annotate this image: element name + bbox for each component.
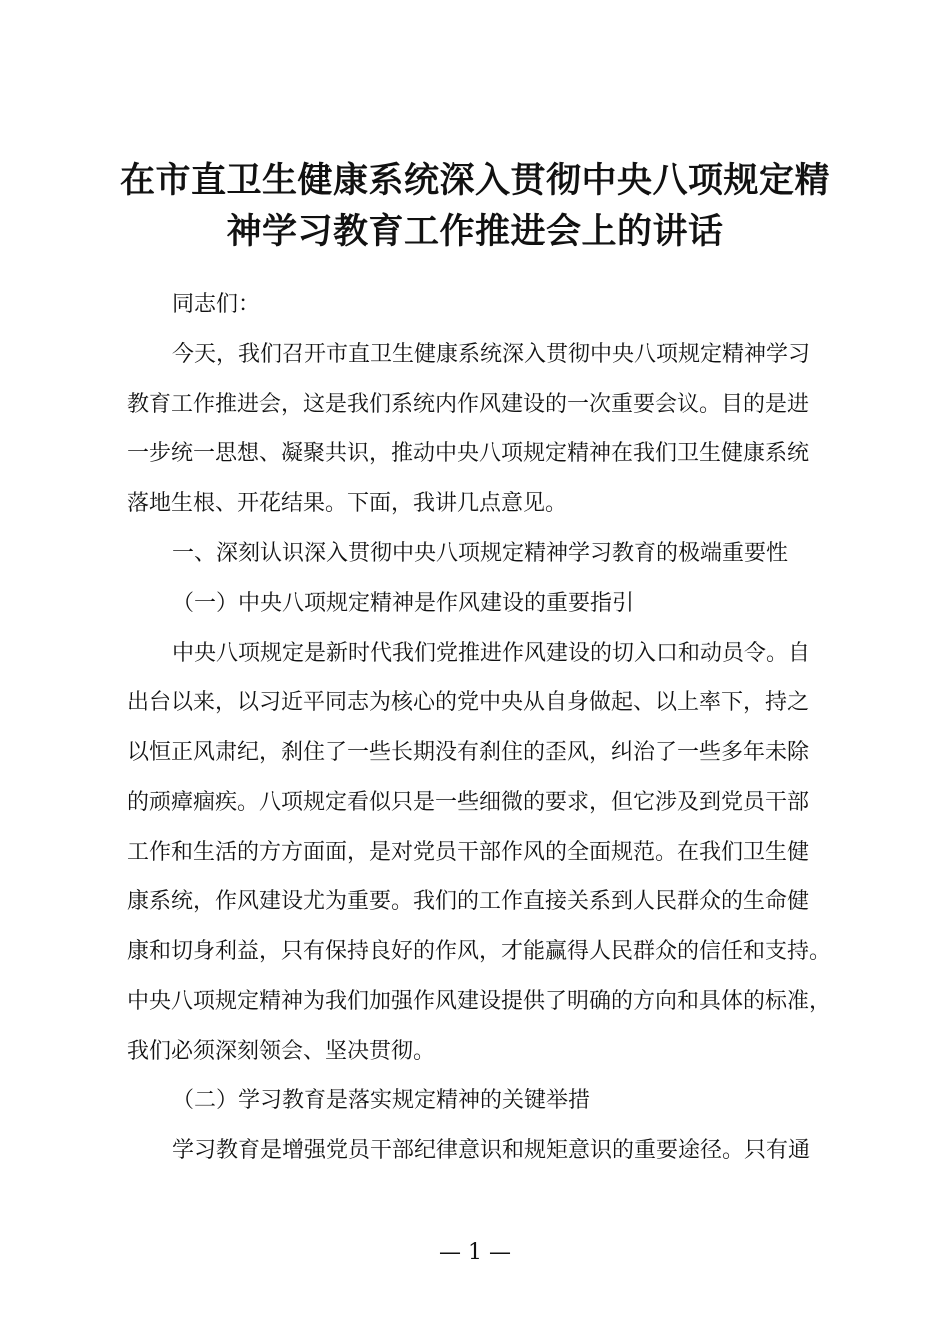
page-number: — 1 —	[439, 1240, 511, 1265]
body-line: 学习教育是增强党员干部纪律意识和规矩意识的重要途径。只有通	[172, 1138, 811, 1163]
salutation: 同志们：	[172, 292, 261, 317]
body-line: 教育工作推进会，这是我们系统内作风建设的一次重要会议。目的是进	[127, 392, 810, 417]
body-line: 工作和生活的方方面面，是对党员干部作风的全面规范。在我们卫生健	[127, 840, 810, 865]
body-line: 康系统，作风建设尤为重要。我们的工作直接关系到人民群众的生命健	[127, 889, 810, 914]
section-heading-1: 一、深刻认识深入贯彻中央八项规定精神学习教育的极端重要性	[172, 541, 789, 566]
document-title-line-2: 神学习教育工作推进会上的讲话	[226, 212, 724, 252]
body-line: 的顽瘴痼疾。八项规定看似只是一些细微的要求，但它涉及到党员干部	[127, 790, 810, 815]
document-title-line-1: 在市直卫生健康系统深入贯彻中央八项规定精	[119, 161, 830, 201]
body-line: 今天，我们召开市直卫生健康系统深入贯彻中央八项规定精神学习	[172, 342, 811, 367]
body-line: 一步统一思想、凝聚共识，推动中央八项规定精神在我们卫生健康系统	[127, 441, 810, 466]
body-line: 以恒正风肃纪，刹住了一些长期没有刹住的歪风，纠治了一些多年未除	[127, 740, 810, 765]
body-line: 落地生根、开花结果。下面，我讲几点意见。	[127, 491, 568, 516]
body-line: 出台以来，以习近平同志为核心的党中央从自身做起、以上率下，持之	[127, 690, 810, 715]
body-line: 中央八项规定精神为我们加强作风建设提供了明确的方向和具体的标准，	[127, 989, 832, 1014]
body-line: 我们必须深刻领会、坚决贯彻。	[127, 1039, 436, 1064]
subsection-heading-1: （一）中央八项规定精神是作风建设的重要指引	[172, 591, 635, 616]
body-line: 中央八项规定是新时代我们党推进作风建设的切入口和动员令。自	[172, 641, 811, 666]
subsection-heading-2: （二）学习教育是落实规定精神的关键举措	[172, 1088, 591, 1113]
body-line: 康和切身利益，只有保持良好的作风，才能赢得人民群众的信任和支持。	[127, 939, 832, 964]
